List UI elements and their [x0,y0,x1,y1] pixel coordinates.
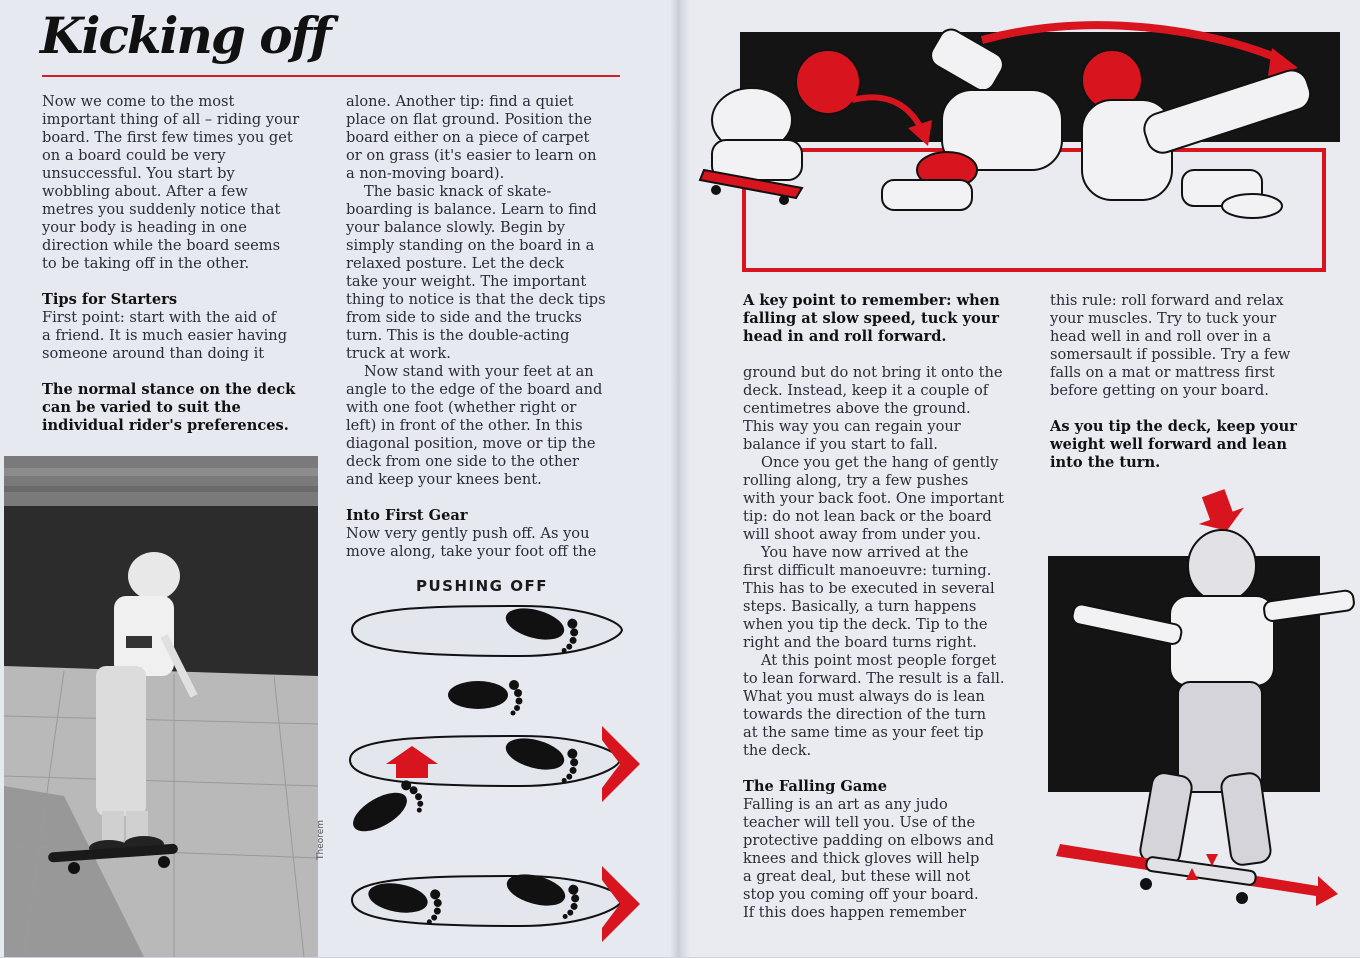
text-line: at the same time as your feet tip [743,724,984,741]
text-line: your body is heading in one [42,219,247,236]
caption-line: The normal stance on the deck [42,381,296,398]
text-line: boarding is balance. Learn to find [346,201,597,218]
caption-line: weight well forward and lean [1050,436,1287,453]
text-line: a friend. It is much easier having [42,327,288,344]
text-line: place on flat ground. Position the [346,111,592,128]
text-line: when you tip the deck. Tip to the [743,616,988,633]
paragraph-stance [346,363,636,489]
text-line: You have now arrived at the [761,544,969,561]
text-line: First point: start with the aid of [42,309,277,326]
text-line: wobbling about. After a few [42,183,248,200]
text-line: board. The first few times you get [42,129,293,146]
text-line: Now we come to the most [42,93,235,110]
board-3 [352,866,640,942]
text-line: steps. Basically, a turn happens [743,598,977,615]
first-gear-heading: Into First Gear [346,507,468,524]
text-line: will shoot away from under you. [743,526,981,543]
text-line: Falling is an art as any judo [743,796,948,813]
text-line: ground but do not bring it onto the [743,364,1003,381]
text-line: deck from one side to the other [346,453,580,470]
text-line: with one foot (whether right or [346,399,577,416]
text-line: protective padding on elbows and [743,832,994,849]
text-line: to be taking off in the other. [42,255,250,272]
text-line: before getting on your board. [1050,382,1269,399]
page-title: Kicking off [40,6,330,65]
text-line: alone. Another tip: find a quiet [346,93,574,110]
left-column-2 [346,93,636,561]
text-line: move along, take your foot off the [346,543,597,560]
page-gutter [670,0,690,957]
text-line: What you must always do is lean [743,688,985,705]
text-line: a great deal, but these will not [743,868,971,885]
paragraph-pushes [743,454,1028,544]
text-line: This way you can regain your [743,418,961,435]
title-underline [42,75,620,77]
text-line: to lean forward. The result is a fall. [743,670,1005,687]
photo-credit: Theorem [316,819,326,860]
caption-line: can be varied to suit the [42,399,241,416]
text-line: the deck. [743,742,812,759]
falling-caption [743,292,1028,346]
text-line: If this does happen remember [743,904,967,921]
paragraph-turning [743,544,1028,652]
turning-stance-illustration [1046,484,1360,954]
text-line: The basic knack of skate- [364,183,552,200]
tips-heading: Tips for Starters [42,291,178,308]
tips-paragraph [42,309,322,363]
right-column-2 [1050,292,1340,472]
paragraph-roll [1050,292,1340,400]
caption-line: head in and roll forward. [743,328,947,345]
tip-deck-caption [1050,418,1340,472]
text-line: direction while the board seems [42,237,281,254]
left-column-1 [42,93,322,435]
text-line: Once you get the hang of gently [761,454,999,471]
text-line: your balance slowly. Begin by [346,219,565,236]
text-line: a non-moving board). [346,165,505,182]
caption-line: falling at slow speed, tuck your [743,310,999,327]
text-line: somersault if possible. Try a few [1050,346,1291,363]
text-line: simply standing on the board in a [346,237,595,254]
text-line: on a board could be very [42,147,226,164]
stance-caption [42,381,322,435]
paragraph-first-gear [346,525,636,561]
board-1 [352,602,622,716]
text-line: first difficult manoeuvre: turning. [743,562,992,579]
text-line: diagonal position, move or tip the [346,435,596,452]
text-line: rolling along, try a few pushes [743,472,969,489]
paragraph-alone [346,93,636,183]
falling-sequence-illustration [692,20,1360,280]
text-line: falls on a mat or mattress first [1050,364,1275,381]
text-line: someone around than doing it [42,345,265,362]
text-line: important thing of all – riding your [42,111,300,128]
caption-line: A key point to remember: when [743,292,1000,309]
text-line: right and the board turns right. [743,634,977,651]
text-line: truck at work. [346,345,451,362]
pushing-off-diagram [340,600,650,952]
paragraph-falling [743,796,1028,922]
intro-paragraph [42,93,322,273]
paragraph-balance [346,183,636,363]
text-line: from side to side and the trucks [346,309,582,326]
text-line: angle to the edge of the board and [346,381,603,398]
text-line: turn. This is the double-acting [346,327,570,344]
right-column-1 [743,292,1028,922]
text-line: left) in front of the other. In this [346,417,583,434]
text-line: metres you suddenly notice that [42,201,281,218]
text-line: this rule: roll forward and relax [1050,292,1284,309]
text-line: board either on a piece of carpet [346,129,590,146]
paragraph-ground [743,364,1028,454]
text-line: tip: do not lean back or the board [743,508,992,525]
text-line: knees and thick gloves will help [743,850,980,867]
pushing-off-heading: PUSHING OFF [416,577,548,595]
text-line: unsuccessful. You start by [42,165,235,182]
text-line: This has to be executed in several [743,580,995,597]
paragraph-lean [743,652,1028,760]
falling-game-heading: The Falling Game [743,778,888,795]
skater-photo [4,456,318,957]
text-line: balance if you start to fall. [743,436,938,453]
text-line: and keep your knees bent. [346,471,542,488]
text-line: thing to notice is that the deck tips [346,291,606,308]
caption-line: As you tip the deck, keep your [1050,418,1297,435]
text-line: or on grass (it's easier to learn on [346,147,597,164]
text-line: Now stand with your feet at an [364,363,594,380]
text-line: Now very gently push off. As you [346,525,590,542]
text-line: your muscles. Try to tuck your [1050,310,1277,327]
text-line: At this point most people forget [761,652,997,669]
caption-line: individual rider's preferences. [42,417,289,434]
text-line: take your weight. The important [346,273,587,290]
text-line: teacher will tell you. Use of the [743,814,976,831]
text-line: towards the direction of the turn [743,706,986,723]
text-line: head well in and roll over in a [1050,328,1272,345]
board-2 [347,726,640,845]
text-line: deck. Instead, keep it a couple of [743,382,989,399]
caption-line: into the turn. [1050,454,1161,471]
text-line: stop you coming off your board. [743,886,979,903]
text-line: with your back foot. One important [743,490,1004,507]
text-line: relaxed posture. Let the deck [346,255,564,272]
text-line: centimetres above the ground. [743,400,971,417]
